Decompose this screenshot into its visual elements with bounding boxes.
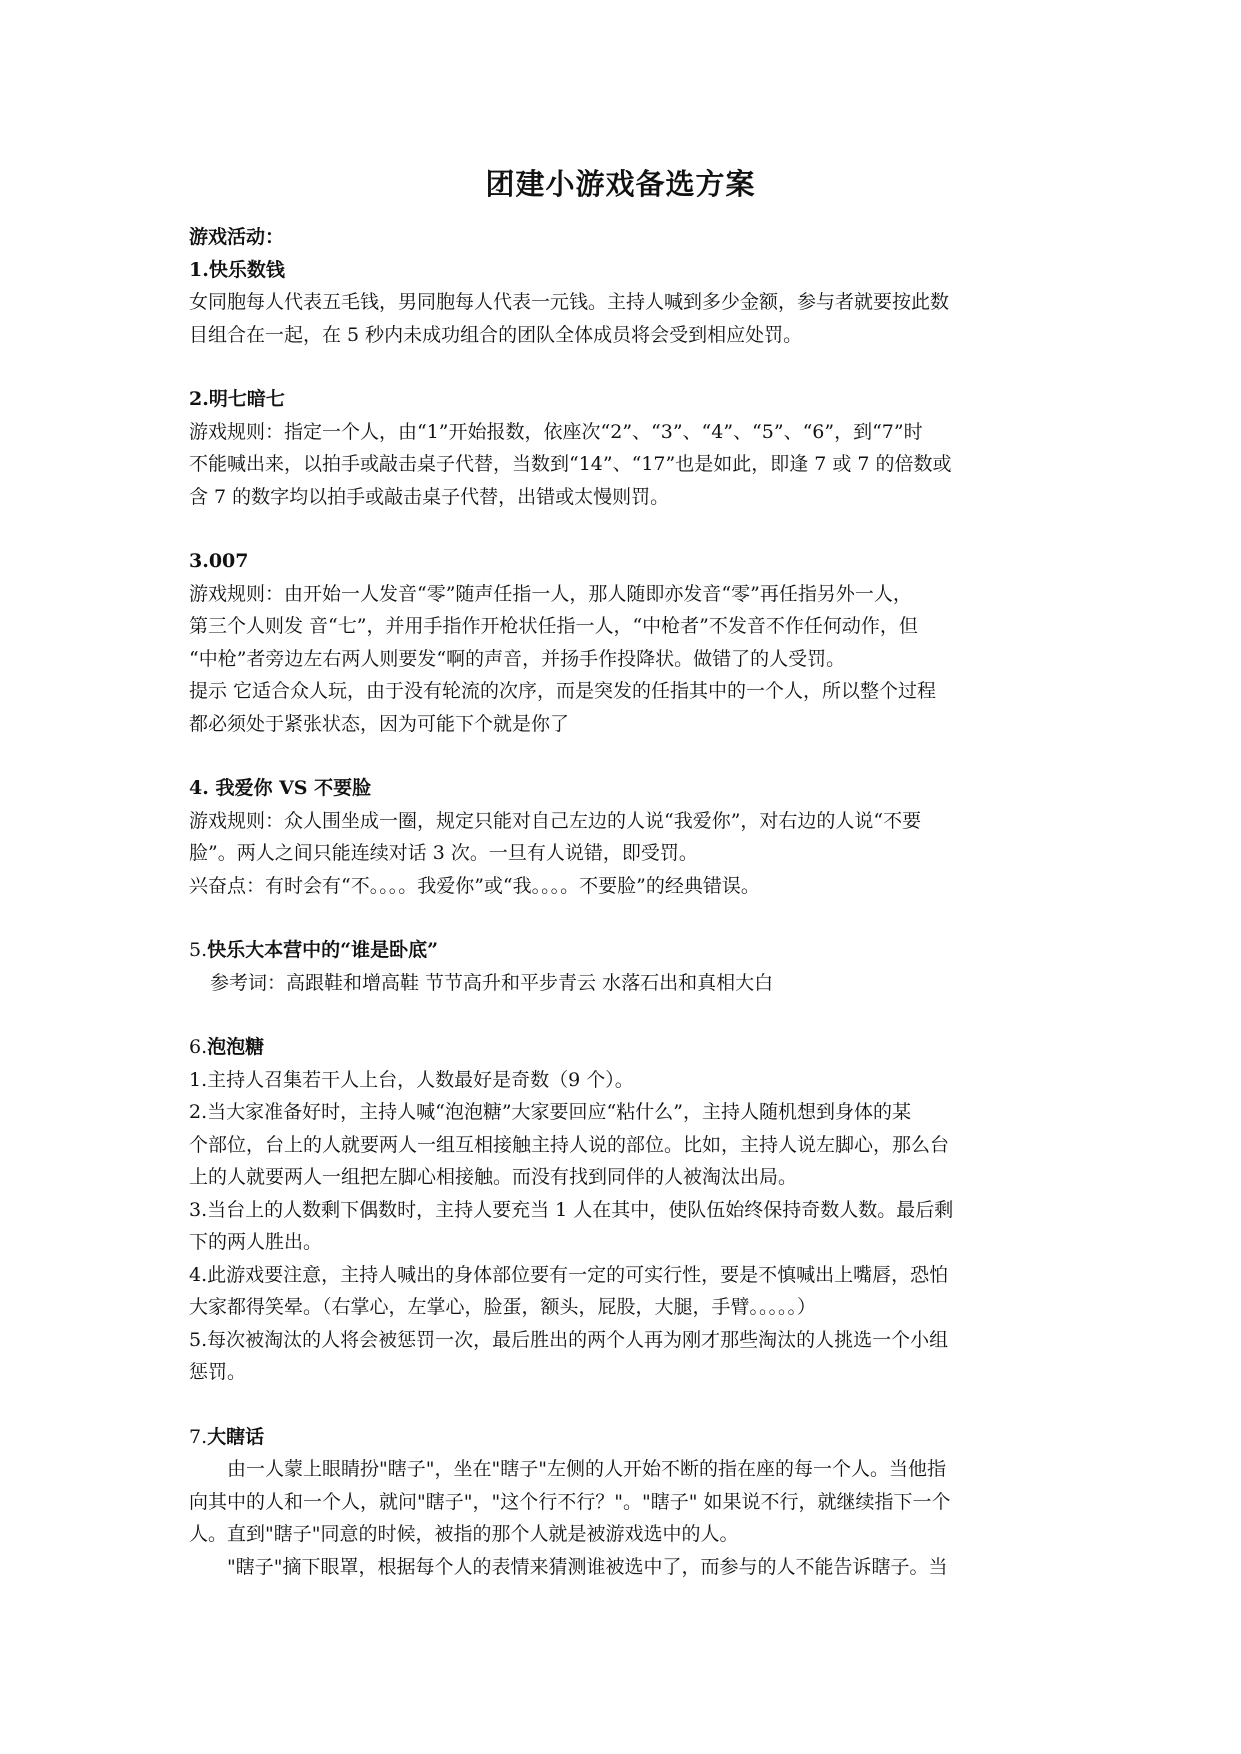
game-5-title: 快乐大本营中的“谁是卧底” <box>207 939 438 961</box>
game-5-number: 5. <box>189 939 208 961</box>
spacer <box>189 513 1054 545</box>
game-6-line: 上的人就要两人一组把左脚心相接触。而没有找到同伴的人被淘汰出局。 <box>189 1166 798 1188</box>
game-3-heading: 3.007 <box>189 550 249 572</box>
document-body <box>189 221 1054 1583</box>
game-3-line: “中枪”者旁边左右两人则要发“啊的声音，并扬手作投降状。做错了的人受罚。 <box>189 647 846 670</box>
game-6-line: 5.每次被淘汰的人将会被惩罚一次，最后胜出的两个人再为刚才那些淘汰的人挑选一个小组 <box>189 1328 949 1351</box>
game-1-heading: 1.快乐数钱 <box>189 258 285 281</box>
game-3-line: 都必须处于紧张状态，因为可能下个就是你了 <box>189 712 570 735</box>
game-7-line: "瞎子"摘下眼罩，根据每个人的表情来猜测谁被选中了，而参与的人不能告诉瞎子。当 <box>227 1555 948 1578</box>
game-7-line: 由一人蒙上眼睛扮"瞎子"，坐在"瞎子"左侧的人开始不断的指在座的每一个人。当他指 <box>227 1458 946 1480</box>
game-4-line: 游戏规则：众人围坐成一圈，规定只能对自己左边的人说“我爱你”，对右边的人说“不要 <box>189 809 922 832</box>
game-1-line: 女同胞每人代表五毛钱，男同胞每人代表一元钱。主持人喊到多少金额，参与者就要按此数 <box>189 291 950 313</box>
game-7-title: 大瞎话 <box>207 1425 265 1448</box>
game-6-line: 2.当大家准备好时，主持人喊“泡泡糖”大家要回应“粘什么”，主持人随机想到身体的某 <box>189 1101 911 1123</box>
game-7-line: 人。直到"瞎子"同意的时候，被指的那个人就是被游戏选中的人。 <box>189 1523 739 1545</box>
game-6-line: 个部位，台上的人就要两人一组互相接触主持人说的部位。比如，主持人说左脚心，那么台 <box>189 1133 950 1156</box>
game-2-line: 游戏规则：指定一个人，由“1”开始报数，依座次“2”、“3”、“4”、“5”、“6”，到“7”时 <box>189 420 923 443</box>
intro-heading: 游戏活动： <box>189 226 285 248</box>
game-6-line: 下的两人胜出。 <box>189 1231 323 1253</box>
spacer <box>189 740 1054 772</box>
game-7-line: 向其中的人和一个人，就问"瞎子"，"这个行不行？"。"瞎子" 如果说不行，就继续指下一个 <box>189 1490 951 1513</box>
game-6-line: 3.当台上的人数剩下偶数时，主持人要充当 1 人在其中，使队伍始终保持奇数人数。最后剩 <box>189 1198 954 1221</box>
game-6-line: 大家都得笑晕。（右掌心，左掌心，脸蛋，额头，屁股，大腿，手臂。。。。。） <box>189 1296 817 1318</box>
game-4-line: 脸”。两人之间只能连续对话 3 次。一旦有人说错，即受罚。 <box>189 842 698 864</box>
game-2-heading: 2.明七暗七 <box>189 388 285 410</box>
game-2-line: 不能喊出来，以拍手或敲击桌子代替，当数到“14”、“17”也是如此，即逢 7 或 7 的倍数或 <box>189 453 952 475</box>
spacer <box>189 351 1054 383</box>
game-4-line: 兴奋点：有时会有“不。。。。我爱你”或“我。。。。不要脸”的经典错误。 <box>189 874 760 897</box>
game-1-line: 目组合在一起，在 5 秒内未成功组合的团队全体成员将会受到相应处罚。 <box>189 323 803 346</box>
game-2-line: 含 7 的数字均以拍手或敲击桌子代替，出错或太慢则罚。 <box>189 485 670 508</box>
game-6-title: 泡泡糖 <box>207 1036 265 1058</box>
game-6-line: 惩罚。 <box>189 1361 247 1383</box>
game-6-number: 6. <box>189 1036 208 1058</box>
spacer <box>189 902 1054 934</box>
game-6-line: 4.此游戏要注意，主持人喊出的身体部位要有一定的可实行性，要是不慎喊出上嘴唇，恐怕 <box>189 1263 949 1286</box>
game-7-heading <box>189 1421 1054 1454</box>
game-4-heading: 4. 我爱你 VS 不要脸 <box>189 777 372 799</box>
game-5-heading <box>189 934 1054 967</box>
game-3-line: 第三个人则发 音“七”，并用手指作开枪状任指一人，“中枪者”不发音不作任何动作，但 <box>189 615 918 637</box>
game-7-number: 7. <box>189 1425 208 1448</box>
page-title: 团建小游戏备选方案 <box>485 167 756 201</box>
game-3-line: 游戏规则：由开始一人发音“零”随声任指一人，那人随即亦发音“零”再任指另外一人， <box>189 582 912 605</box>
spacer <box>189 999 1054 1031</box>
game-3-line: 提示 它适合众人玩，由于没有轮流的次序，而是突发的任指其中的一个人，所以整个过程 <box>189 680 937 702</box>
game-6-line: 1.主持人召集若干人上台，人数最好是奇数（9 个）。 <box>189 1068 634 1091</box>
game-5-reference-words: 参考词：高跟鞋和增高鞋 节节高升和平步青云 水落石出和真相大白 <box>210 971 774 994</box>
game-6-heading <box>189 1031 1054 1064</box>
spacer <box>189 1389 1054 1421</box>
